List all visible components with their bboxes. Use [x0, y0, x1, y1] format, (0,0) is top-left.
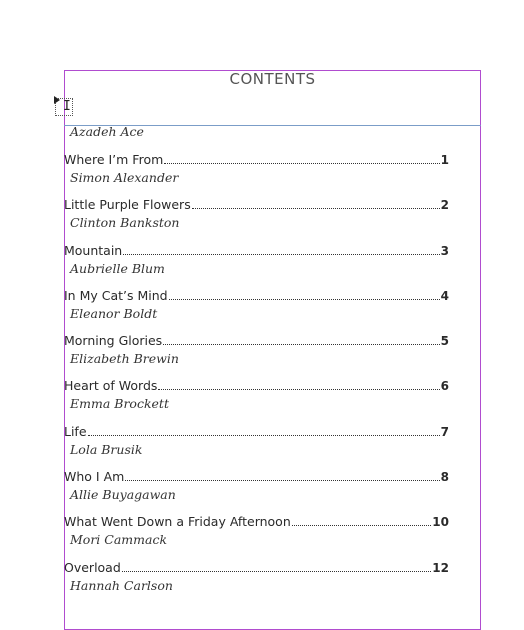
entry-title: Life [64, 423, 87, 439]
dot-leader [192, 207, 440, 209]
entry-title: Morning Glories [64, 333, 163, 349]
entry-author: Simon Alexander [70, 170, 179, 185]
entry-title: Who I Am [64, 469, 125, 485]
first-entry-author: Azadeh Ace [70, 124, 144, 139]
entry-author: Mori Cammack [70, 532, 168, 548]
entry-author: Emma Brockett [70, 396, 169, 412]
dot-leader [125, 479, 439, 481]
contents-heading: CONTENTS [229, 70, 316, 88]
dot-leader [169, 298, 440, 300]
entry-author: Lola Brusik [70, 441, 143, 457]
toc-entry[interactable] [64, 287, 449, 332]
page-number: 6 [440, 379, 449, 394]
dot-leader [122, 570, 432, 572]
entry-author: Hannah Carlson [70, 577, 173, 593]
dot-leader [163, 343, 439, 345]
dot-leader [88, 434, 440, 436]
toc-entry[interactable] [64, 559, 449, 604]
toc-entry[interactable] [64, 196, 449, 241]
entry-title: In My Cat’s Mind [64, 287, 168, 303]
toc-entry[interactable] [64, 242, 449, 287]
dot-leader [123, 253, 439, 255]
entry-author: Elizabeth Brewin [70, 351, 179, 367]
entry-title: Little Purple Flowers [64, 197, 191, 213]
page-number: 3 [440, 243, 449, 258]
page-number: 2 [440, 198, 449, 213]
cursor-arrow-icon [54, 96, 60, 104]
toc-entry[interactable] [64, 332, 449, 377]
entry-title: Mountain [64, 242, 123, 258]
toc-entry[interactable] [64, 513, 449, 558]
ibeam-cursor-icon: I [63, 99, 71, 114]
page-number: 10 [432, 515, 449, 530]
toc-entry[interactable] [64, 377, 449, 422]
entry-author: Eleanor Boldt [70, 305, 158, 321]
toc-entry[interactable] [64, 468, 449, 513]
page-number: 1 [440, 153, 449, 167]
toc-list [64, 151, 449, 604]
page-number: 12 [432, 560, 449, 575]
toc-entry[interactable] [64, 423, 449, 468]
entry-author: Clinton Bankston [70, 215, 180, 231]
page-number: 8 [440, 470, 449, 485]
entry-title: Heart of Words [64, 378, 158, 394]
dot-leader [164, 162, 439, 164]
entry-author: Aubrielle Blum [70, 260, 165, 276]
dot-leader [292, 524, 432, 526]
toc-entry[interactable] [64, 151, 449, 196]
entry-author: Allie Buyagawan [70, 487, 176, 503]
dot-leader [158, 388, 439, 390]
page-number: 5 [440, 334, 449, 349]
entry-title: Overload [64, 559, 121, 575]
entry-title: Where I’m From [64, 152, 164, 167]
entry-title: What Went Down a Friday Afternoon [64, 514, 291, 530]
page-number: 7 [440, 424, 449, 439]
page-number: 4 [440, 288, 449, 303]
